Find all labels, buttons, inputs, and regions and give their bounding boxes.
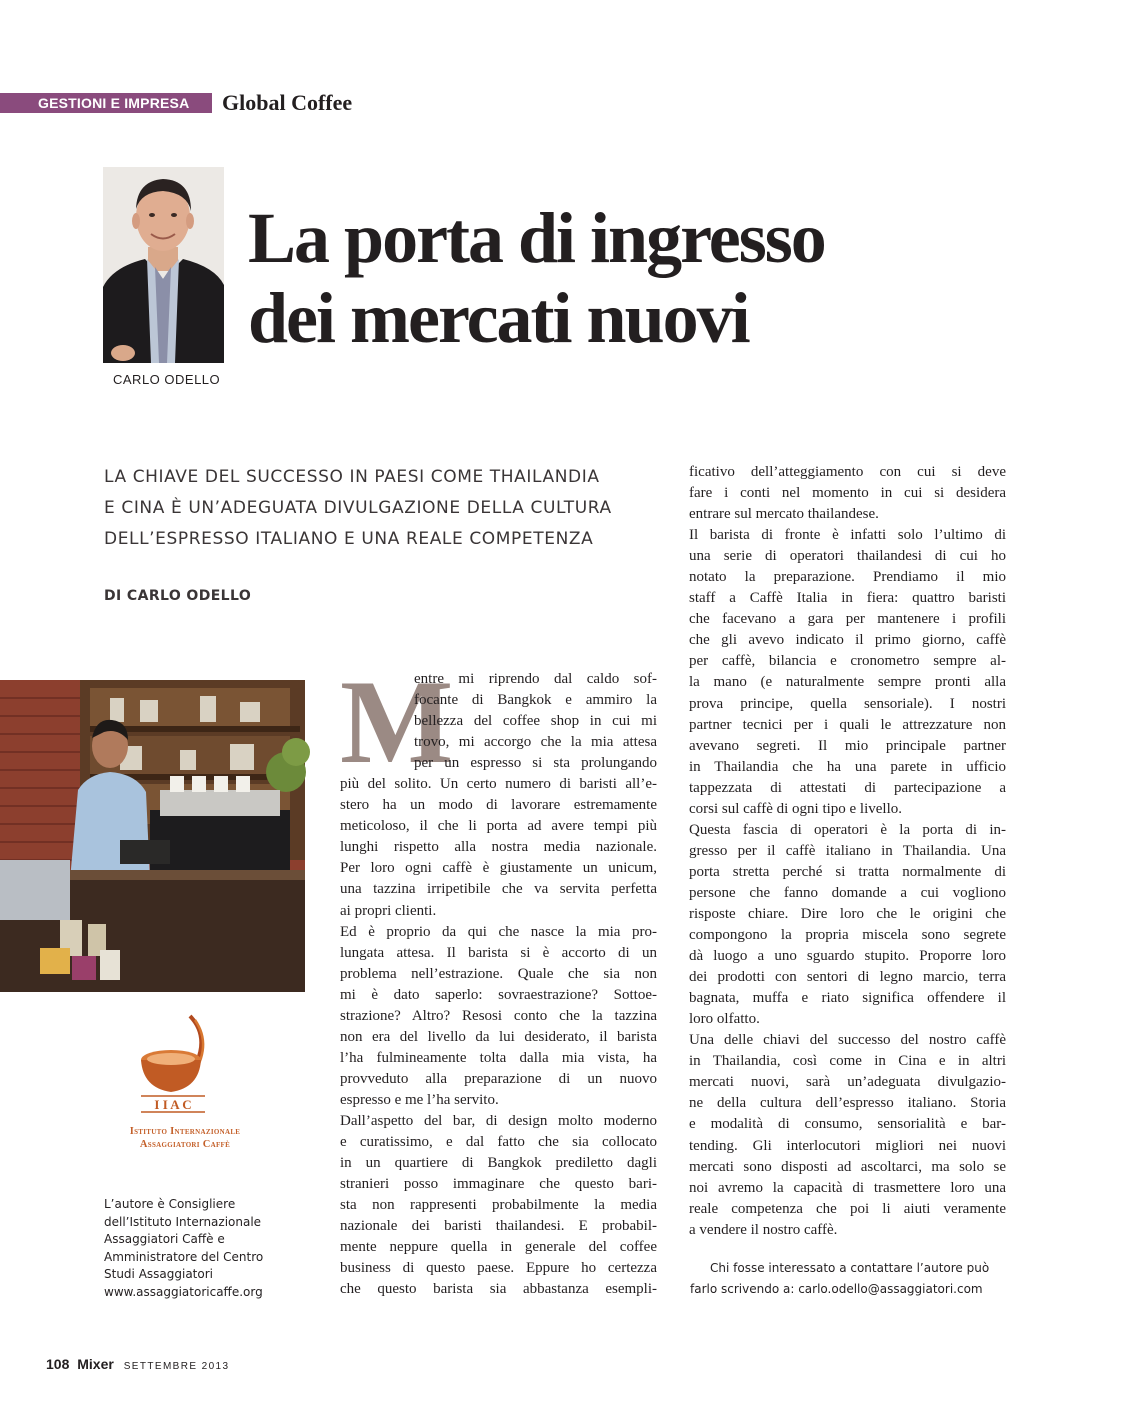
body-line: una serie di operatori thailandesi di cui ho bbox=[689, 548, 1006, 565]
body-line: una tazzina irripetibile che va servita perfetta bbox=[340, 881, 657, 898]
headline-line-2: dei mercati nuovi bbox=[248, 278, 749, 358]
body-line: per caffè, bilancia e cronometro sempre al- bbox=[689, 653, 1006, 670]
body-line: trovo, mi accorgo che la mia attesa bbox=[414, 734, 657, 751]
section-tag: GESTIONI E IMPRESA bbox=[38, 95, 190, 111]
body-line: espresso e me l’ha servito. bbox=[340, 1091, 499, 1108]
drop-cap: M bbox=[340, 655, 454, 788]
author-portrait bbox=[103, 167, 224, 363]
iiac-name bbox=[100, 1125, 270, 1151]
subhead-line: E CINA È UN’ADEGUATA DIVULGAZIONE DELLA CULTURA bbox=[104, 498, 612, 518]
body-line: Ed è proprio da qui che nasce la mia pro- bbox=[340, 923, 657, 940]
contact-line-1: Chi fosse interessato a contattare l’autore può bbox=[710, 1261, 990, 1275]
body-line: nazionale dei baristi thailandesi. E probabil- bbox=[340, 1218, 657, 1235]
body-line: che gli avevo indicato il primo giorno, caffè bbox=[689, 632, 1006, 649]
body-line: sta non rappresenti probabilmente la media bbox=[340, 1197, 657, 1214]
body-line: noi avremo la capacità di trasmettere loro una bbox=[689, 1179, 1006, 1196]
body-line: bellezza del coffee shop in cui mi bbox=[414, 713, 657, 730]
body-line: notato la preparazione. Prendiamo il mio bbox=[689, 569, 1006, 586]
author-note-link[interactable]: www.assaggiatoricaffe.org bbox=[104, 1284, 263, 1299]
body-line: avevano segreti. Il mio principale partner bbox=[689, 737, 1006, 754]
headline bbox=[248, 198, 948, 358]
body-line: e modalità di consumo, sensorialità e bar- bbox=[689, 1116, 1006, 1133]
body-line: lunghi rispetto alla nostra media nazionale. bbox=[340, 839, 657, 856]
body-line: strazione? Altro? Resosi conto che la tazzina bbox=[340, 1007, 657, 1024]
author-note-line: Amministratore del Centro bbox=[104, 1249, 264, 1264]
coffee-cup-logo-icon bbox=[135, 1012, 215, 1112]
contact-note bbox=[690, 1258, 1010, 1300]
subhead-line: LA CHIAVE DEL SUCCESSO IN PAESI COME THAILANDIA bbox=[104, 467, 600, 487]
body-line: dei prodotti con sentori di legno marcio, terra bbox=[689, 969, 1006, 986]
section-title: Global Coffee bbox=[222, 90, 353, 115]
body-line: staff a Caffè Italia in fiera: quattro baristi bbox=[689, 590, 1006, 607]
body-line: e curatissimo, e dal fatto che sia collocato bbox=[340, 1134, 657, 1151]
body-line: ne della cultura dell’espresso italiano. Storia bbox=[689, 1095, 1006, 1112]
body-line: mercati nuovi, sarà un’adeguata divulgazio- bbox=[689, 1074, 1006, 1091]
contact-line-2[interactable]: farlo scrivendo a: carlo.odello@assaggiatori.com bbox=[690, 1282, 983, 1296]
body-line: Dall’aspetto del bar, di design molto moderno bbox=[340, 1112, 657, 1129]
subhead bbox=[104, 462, 644, 555]
body-line: che questo barista sia abbastanza esempli- bbox=[340, 1281, 657, 1298]
body-line: focante di Bangkok e ammiro la bbox=[414, 692, 657, 709]
author-note-line: Studi Assaggiatori bbox=[104, 1267, 213, 1282]
body-line: problema nell’estrazione. Quale che sia non bbox=[340, 965, 657, 982]
author-note-line: L’autore è Consigliere bbox=[104, 1197, 236, 1211]
body-line: mercati sono disposti ad ascoltarci, ma solo se bbox=[689, 1158, 1006, 1175]
body-line: bagnata, muffa e riato significa offendere il bbox=[689, 990, 1006, 1007]
iiac-logo-letters: I I A C bbox=[154, 1097, 192, 1112]
body-line: Il barista di fronte è infatti solo l’ultimo di bbox=[689, 527, 1006, 544]
body-line: compongono la propria miscela sono segrete bbox=[689, 927, 1006, 944]
body-line: più del solito. Un certo numero di baristi all’e- bbox=[340, 776, 657, 793]
body-line: ficativo dell’atteggiamento con cui si deve bbox=[689, 464, 1006, 480]
body-line: partner tecnici per i quali le attrezzature non bbox=[689, 716, 1006, 733]
body-line: lungata attesa. Il barista si è accorto di un bbox=[340, 944, 657, 961]
body-line: tappezzata di attestati di partecipazione a bbox=[689, 779, 1006, 796]
body-line: per un espresso si sta prolungando bbox=[414, 755, 657, 772]
page-number: 108 bbox=[46, 1356, 70, 1372]
author-note-line: Assaggiatori Caffè e bbox=[104, 1232, 225, 1247]
body-line: la mano (e naturalmente sempre pronti alla bbox=[689, 674, 1006, 691]
body-line: porta stretta perché si tratta normalmente di bbox=[689, 863, 1006, 880]
body-line: mi è dato saperlo: sovraestrazione? Sottoe- bbox=[340, 986, 657, 1003]
article-column-2 bbox=[340, 655, 657, 1300]
body-line: corsi sul caffè di ogni tipo e livello. bbox=[689, 800, 903, 817]
body-line: Per loro ogni caffè è giustamente un unicum, bbox=[340, 860, 657, 877]
iiac-name-line-1: Istituto Internazionale bbox=[129, 1126, 241, 1137]
body-line: in un quartiere di Bangkok prediletto dagli bbox=[340, 1155, 657, 1172]
body-line: dà luogo a uno sguardo stupito. Proporre loro bbox=[689, 948, 1006, 965]
body-line: Questa fascia di operatori è la porta di in- bbox=[689, 821, 1006, 838]
body-line: entrare sul mercato thailandese. bbox=[689, 506, 879, 523]
issue-date: SETTEMBRE 2013 bbox=[123, 1361, 230, 1372]
body-line: stero ha un modo di lavorare estremamente bbox=[340, 797, 657, 814]
body-line: stranieri posso immaginare che questo bari- bbox=[340, 1176, 657, 1193]
body-line: entre mi riprendo dal caldo sof- bbox=[414, 671, 657, 687]
body-line: non era del livello da lui desiderato, il barista bbox=[340, 1028, 657, 1045]
body-line: reale competenza che poi li aiuti veramente bbox=[689, 1200, 1006, 1217]
body-line: fare i conti nel momento in cui si desidera bbox=[689, 485, 1006, 502]
body-line: provveduto alla preparazione di un nuovo bbox=[340, 1070, 657, 1087]
body-line: che facevano a gara per mantenere i profili bbox=[689, 611, 1006, 628]
body-line: in Thailandia, così come in Cina e in altri bbox=[689, 1053, 1006, 1070]
page-folio bbox=[46, 1356, 229, 1372]
body-line: l’ha fulmineamente tolta dalla mia vista, ha bbox=[340, 1049, 657, 1066]
article-column-3 bbox=[689, 462, 1006, 1241]
body-line: meticoloso, il che li porta ad avere tempi più bbox=[340, 818, 657, 835]
body-line: gresso per il caffè italiano in Thailandia. Una bbox=[689, 842, 1006, 859]
body-line: a vendere il nostro caffè. bbox=[689, 1221, 838, 1238]
barista-photo bbox=[0, 680, 305, 992]
body-line: persone che fanno domande a cui vogliono bbox=[689, 884, 1006, 901]
iiac-name-line-2: Assaggiatori Caffè bbox=[139, 1139, 231, 1150]
body-line: in Thailandia che ha una parete in ufficio bbox=[689, 758, 1006, 775]
body-line: tending. Gli interlocutori migliori nei nuovi bbox=[689, 1137, 1006, 1154]
magazine-name: Mixer bbox=[77, 1356, 114, 1372]
body-line: prova principe, quella sensoriale). I nostri bbox=[689, 695, 1006, 712]
portrait-caption: CARLO ODELLO bbox=[113, 372, 221, 387]
iiac-logo bbox=[135, 1012, 215, 1112]
author-portrait-image bbox=[103, 167, 224, 363]
body-line: Una delle chiavi del successo del nostro caffè bbox=[689, 1032, 1006, 1049]
subhead-line: DELL’ESPRESSO ITALIANO E UNA REALE COMPETENZA bbox=[104, 529, 594, 549]
barista-photo-image bbox=[0, 680, 305, 992]
headline-line-1: La porta di ingresso bbox=[248, 198, 825, 278]
author-note bbox=[104, 1196, 304, 1302]
body-line: ai propri clienti. bbox=[340, 902, 437, 919]
byline: DI CARLO ODELLO bbox=[104, 588, 252, 604]
body-line: mente neppure quella in generale del coffee bbox=[340, 1239, 657, 1256]
body-line: risposte chiare. Dire loro che le origini che bbox=[689, 905, 1006, 922]
body-line: business di questo paese. Eppure ho certezza bbox=[340, 1260, 657, 1277]
body-line: loro olfatto. bbox=[689, 1011, 760, 1028]
author-note-line: dell’Istituto Internazionale bbox=[104, 1214, 262, 1229]
